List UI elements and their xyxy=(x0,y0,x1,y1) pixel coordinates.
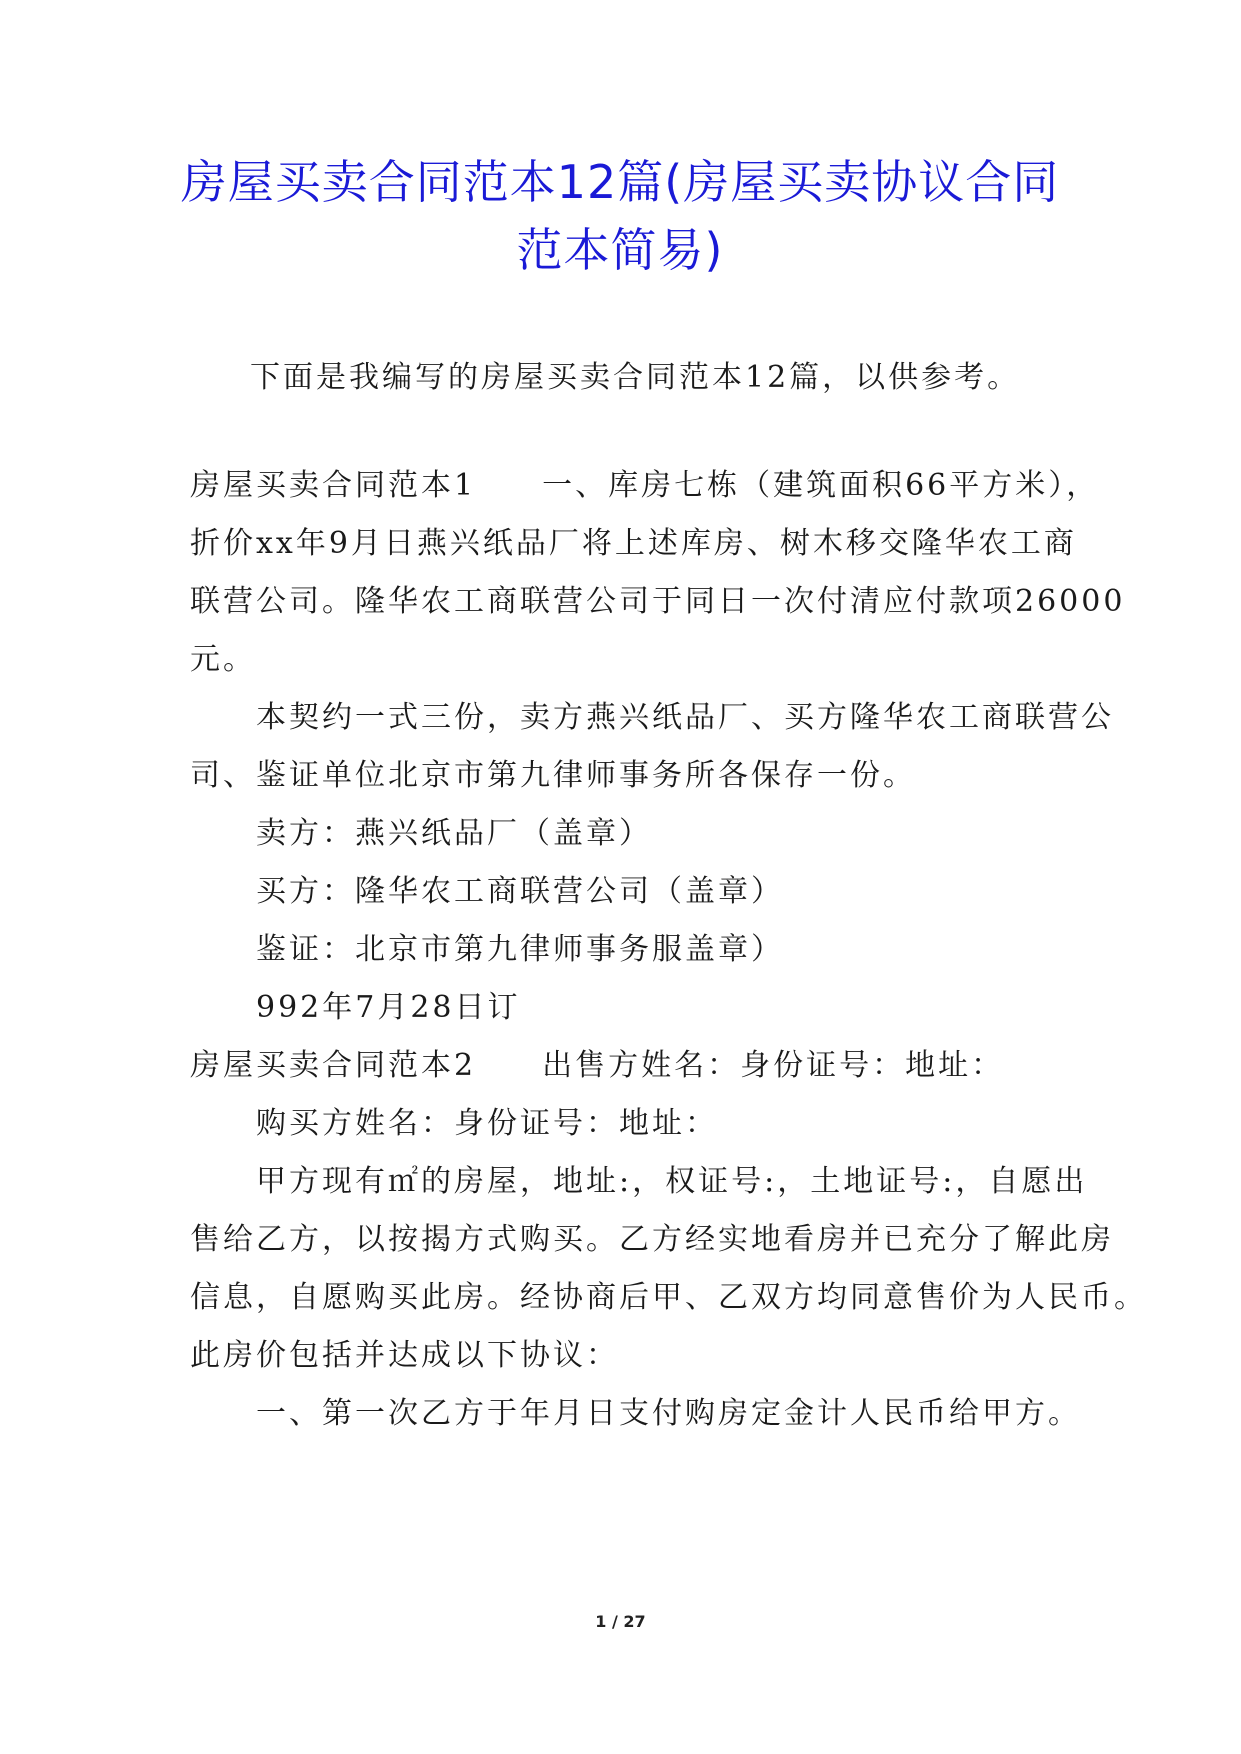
text-line: 元。 xyxy=(190,642,256,677)
document-title xyxy=(150,148,1090,284)
text-line: 购买方姓名：身份证号：地址： xyxy=(190,1106,718,1141)
text-line: 房屋买卖合同范本2 出售方姓名：身份证号：地址： xyxy=(190,1048,1005,1083)
text-line: 此房价包括并达成以下协议： xyxy=(190,1338,619,1373)
text-line: 买方：隆华农工商联营公司（盖章） xyxy=(190,874,784,909)
text-line: 房屋买卖合同范本1 一、库房七栋（建筑面积66平方米）， xyxy=(190,468,1100,503)
text-line: 司、鉴证单位北京市第九律师事务所各保存一份。 xyxy=(190,758,916,793)
page-number: 1 / 27 xyxy=(595,1612,646,1631)
text-line: 信息，自愿购买此房。经协商后甲、乙双方均同意售价为人民币。 xyxy=(190,1280,1147,1315)
title-line-2: 范本简易) xyxy=(516,223,724,277)
text-line: 联营公司。隆华农工商联营公司于同日一次付清应付款项26000 xyxy=(190,584,1126,619)
intro-text: 下面是我编写的房屋买卖合同范本12篇，以供参考。 xyxy=(250,360,1021,395)
text-line: 卖方：燕兴纸品厂（盖章） xyxy=(190,816,652,851)
text-line: 992年7月28日订 xyxy=(190,990,521,1025)
text-line: 折价xx年9月日燕兴纸品厂将上述库房、树木移交隆华农工商 xyxy=(190,526,1077,561)
text-line: 鉴证：北京市第九律师事务服盖章） xyxy=(190,932,784,967)
intro-paragraph xyxy=(190,356,1060,400)
text-line: 本契约一式三份，卖方燕兴纸品厂、买方隆华农工商联营公 xyxy=(190,700,1114,735)
text-line: 甲方现有㎡的房屋，地址:，权证号:，土地证号:，自愿出 xyxy=(190,1164,1088,1199)
text-line: 一、第一次乙方于年月日支付购房定金计人民币给甲方。 xyxy=(190,1396,1081,1431)
title-line-1: 房屋买卖合同范本12篇(房屋买卖协议合同 xyxy=(180,155,1060,209)
text-line: 售给乙方，以按揭方式购买。乙方经实地看房并已充分了解此房 xyxy=(190,1222,1114,1257)
